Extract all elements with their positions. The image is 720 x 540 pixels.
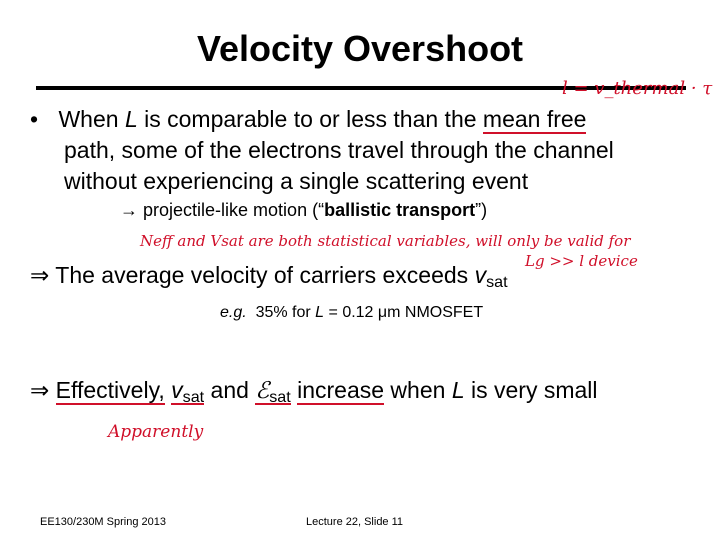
bullet-1-line-2: path, some of the electrons travel through the channel	[64, 137, 614, 163]
subscript: sat	[182, 388, 205, 407]
example	[220, 304, 483, 322]
text: The average velocity of carriers exceeds	[55, 262, 475, 288]
var-v: v	[474, 262, 487, 288]
text: ”)	[475, 200, 488, 220]
implies-icon: ⇒	[30, 377, 50, 403]
text: is very small	[464, 377, 598, 403]
footer-course: EE130/230M Spring 2013	[40, 516, 166, 528]
bold-text: ballistic transport	[324, 200, 476, 220]
text: is comparable to or less than the	[137, 106, 483, 132]
text: projectile-like motion (“	[143, 200, 325, 220]
var-L: L	[451, 377, 465, 403]
bullet-2	[30, 262, 508, 292]
subscript: sat	[486, 273, 508, 292]
text: 35% for	[255, 304, 316, 321]
text: = 0.12 μm NMOSFET	[324, 304, 484, 321]
text: When	[58, 106, 125, 132]
var-v: v	[171, 377, 183, 403]
eg: e.g.	[220, 304, 247, 321]
var-L: L	[315, 304, 325, 321]
text: and	[204, 377, 256, 403]
handwritten-formula: l = v_thermal · τ	[562, 78, 713, 99]
bullet-1	[30, 106, 586, 133]
underlined-text: increase	[297, 377, 385, 403]
implies-icon: ⇒	[30, 262, 50, 288]
bullet-3	[30, 377, 598, 407]
text: when	[384, 377, 452, 403]
bullet-1-line-3: without experiencing a single scattering event	[64, 168, 529, 194]
underlined-text: Effectively,	[55, 377, 165, 403]
arrow-icon: →	[120, 200, 138, 220]
underlined-text: mean free	[482, 106, 587, 132]
footer-slide: Lecture 22, Slide 11	[306, 516, 404, 528]
handwritten-apparently: Apparently	[108, 422, 204, 442]
slide-title: Velocity Overshoot	[196, 28, 524, 69]
var-L: L	[124, 106, 138, 132]
handwritten-note: Neff and Vsat are both statistical variables, will only be valid for	[140, 232, 631, 250]
subscript: sat	[269, 388, 291, 407]
var-E: ℰ	[255, 378, 270, 404]
bullet-marker: •	[30, 106, 39, 132]
handwritten-note-2: Lg >> l device	[525, 252, 638, 270]
sub-bullet	[120, 200, 487, 221]
